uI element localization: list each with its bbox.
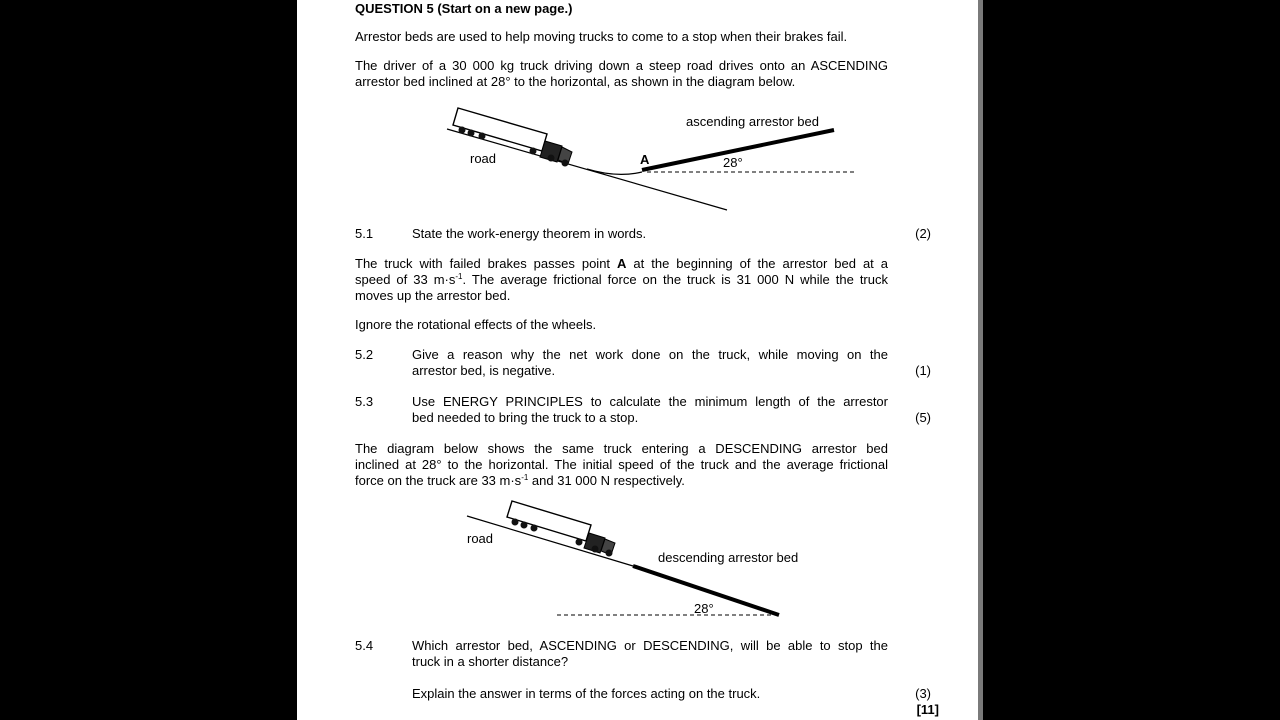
truck-para-line2-pre: speed of 33 m·s [355,272,456,287]
truck-para-line1-post: at the beginning of the arrestor bed at a [626,256,888,271]
q5-4-number: 5.4 [355,638,374,653]
truck-para-line1 [355,256,888,272]
q5-4-line1: Which arrestor bed, ASCENDING or DESCENDING, will be able to stop the [412,638,888,653]
truck-para-point-a: A [617,256,627,271]
truck-para-line2-post: . The average frictional force on the truck is 31 000 N while the truck [462,272,888,287]
intro-text: Arrestor beds are used to help moving trucks to come to a stop when their brakes fail. [355,29,848,44]
ignore-text: Ignore the rotational effects of the wheels. [355,317,597,332]
desc-para-line2: inclined at 28° to the horizontal. The initial speed of the truck and the average frictional [355,457,888,472]
desc-para-line3 [355,473,685,489]
question-heading: QUESTION 5 (Start on a new page.) [355,1,573,16]
q5-4-line2: truck in a shorter distance? [412,654,569,669]
q5-2-line2: arrestor bed, is negative. [412,363,556,378]
driver-para-line2: arrestor bed inclined at 28° to the horizontal, as shown in the diagram below. [355,74,796,89]
exam-page [297,0,981,720]
truck-para-line3: moves up the arrestor bed. [355,288,511,303]
q5-2-marks: (1) [915,363,931,378]
q5-3-number: 5.3 [355,394,374,409]
point-a-label: A [640,152,650,167]
unit-exponent: -1 [455,272,463,281]
q5-2-line1: Give a reason why the net work done on the truck, while moving on the [412,347,888,362]
truck-para-line1-pre: The truck with failed brakes passes point [355,256,618,271]
q5-1-number: 5.1 [355,226,374,241]
q5-1-text: State the work-energy theorem in words. [412,226,647,241]
q5-4-marks: (3) [915,686,931,701]
desc-para-line3-post: and 31 000 N respectively. [528,473,685,488]
q5-4-line3: Explain the answer in terms of the forces acting on the truck. [412,686,761,701]
unit-exponent-2: -1 [521,473,529,482]
ascending-bed-label: ascending arrestor bed [686,114,819,129]
q5-2-number: 5.2 [355,347,374,362]
road-label-2: road [467,531,494,546]
desc-para-line3-pre: force on the truck are 33 m·s [355,473,522,488]
transition-curve [587,169,642,174]
q5-3-marks: (5) [915,410,931,425]
q5-1-marks: (2) [915,226,931,241]
angle-label-1: 28° [723,155,743,170]
desc-para-line1: The diagram below shows the same truck entering a DESCENDING arrestor bed [355,441,888,456]
descending-bed-label: descending arrestor bed [658,550,799,565]
page-edge-scrollbar [978,0,983,720]
q5-3-line2: bed needed to bring the truck to a stop. [412,410,639,425]
road-label-1: road [470,151,497,166]
total-marks: [11] [916,702,939,717]
truck-icon-2 [507,501,615,557]
q5-3-line1: Use ENERGY PRINCIPLES to calculate the minimum length of the arrestor [412,394,888,409]
angle-label-2: 28° [694,601,714,616]
driver-para-line1: The driver of a 30 000 kg truck driving down a steep road drives onto an ASCENDING [355,58,888,73]
truck-para-line2 [355,272,888,288]
